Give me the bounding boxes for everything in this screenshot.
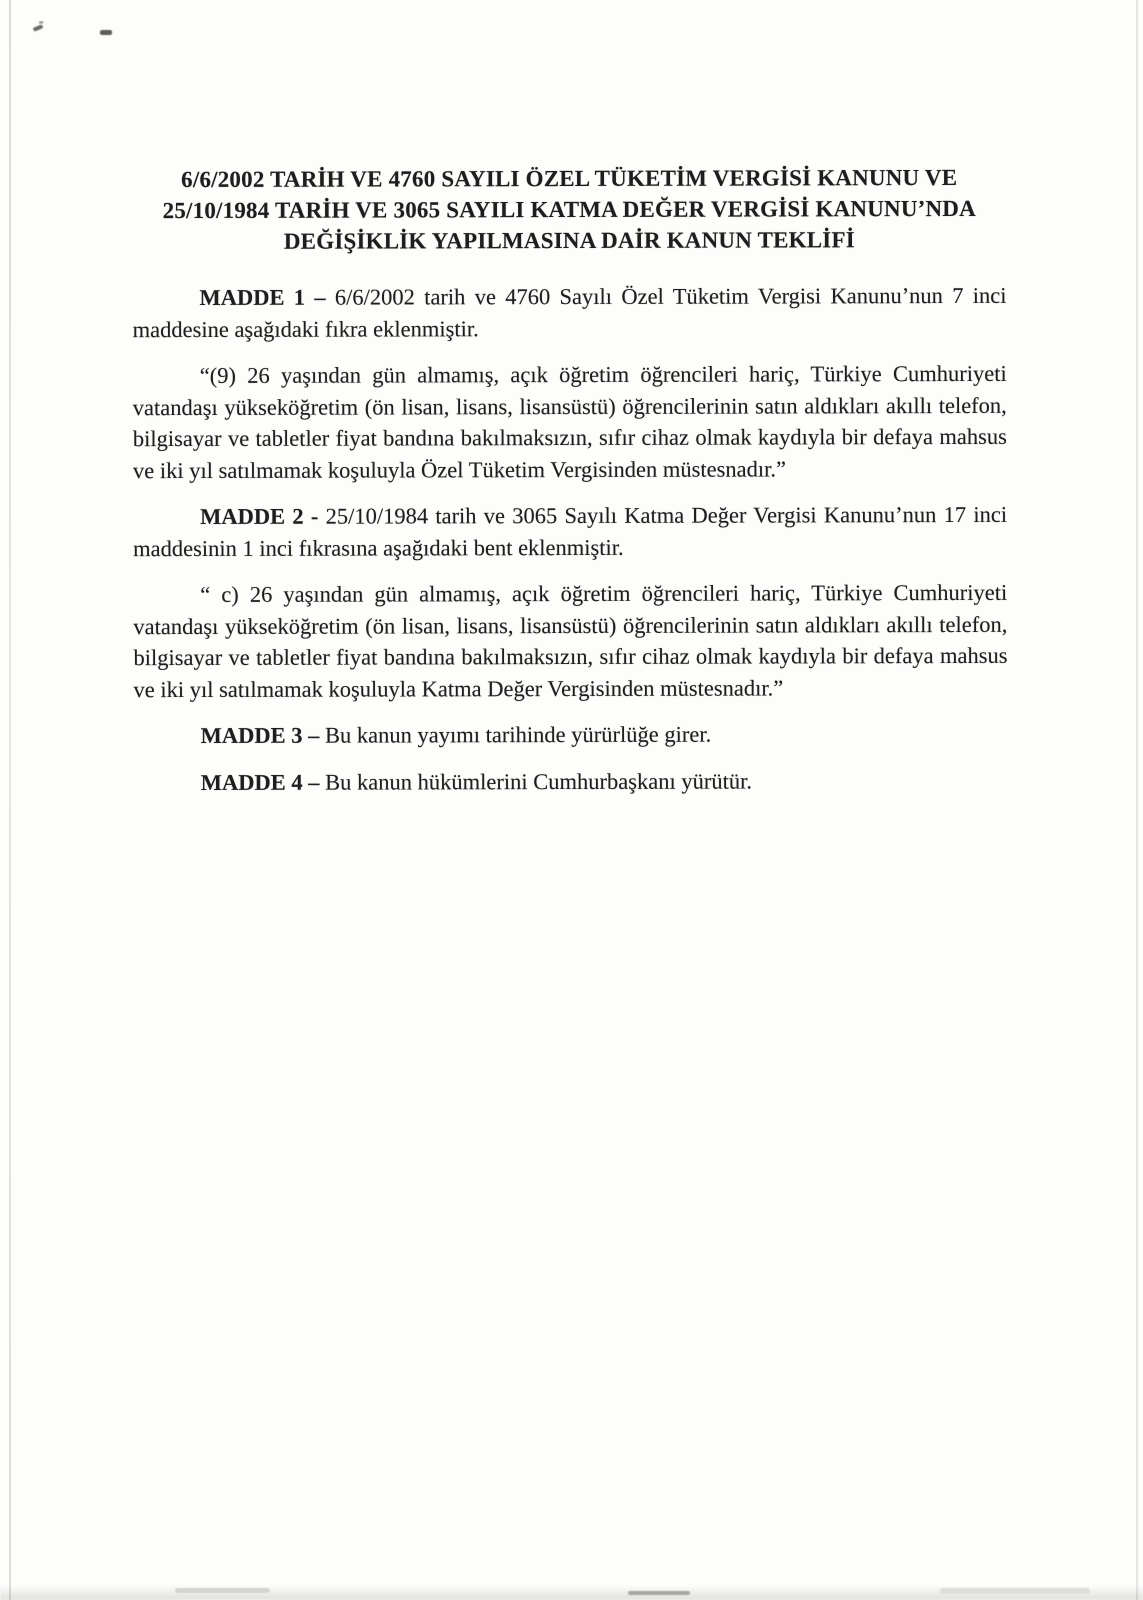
article-3-label: MADDE 3 – xyxy=(200,722,326,748)
ink-speck xyxy=(100,30,112,35)
article-2-text: 25/10/1984 tarih ve 3065 Sayılı Katma Değer Vergisi Kanunu’nun 17 inci maddesinin 1 inci fıkrasına aşağıdaki bent eklenmiştir. xyxy=(133,501,1008,561)
quoted-clause-9-paragraph xyxy=(133,358,1007,486)
scan-smudge xyxy=(628,1591,690,1595)
article-1-paragraph xyxy=(132,280,1006,345)
quoted-clause-c-text: “ c) 26 yaşından gün almamış, açık öğretim öğrencileri hariç, Türkiye Cumhuriyeti vatandaşı yükseköğretim (ön lisan, lisans, lisansüstü) öğrencilerinin satın aldıkları akıllı telefon, bilgisayar ve tabletler fiyat bandına bakılmaksızın, sıfır cihaz olmak kaydıyla bir defaya mahsus ve iki yıl satılmamak koşuluyla Katma Değer Vergisinden müstesnadır.” xyxy=(133,579,1008,702)
article-2-paragraph xyxy=(133,499,1007,564)
article-2-label: MADDE 2 - xyxy=(200,503,326,529)
title-line-2: 25/10/1984 TARİH VE 3065 SAYILI KATMA DEĞER VERGİSİ KANUNU’NDA xyxy=(162,195,976,224)
scan-smudge xyxy=(940,1588,1090,1594)
scan-edge-left xyxy=(9,0,11,1600)
ink-speck xyxy=(33,24,44,31)
article-4-label: MADDE 4 – xyxy=(200,769,326,795)
quoted-clause-9-text: “(9) 26 yaşından gün almamış, açık öğretim öğrencileri hariç, Türkiye Cumhuriyeti vatandaşı yükseköğretim (ön lisan, lisans, lisansüstü) öğrencilerinin satın aldıkları akıllı telefon, bilgisayar ve tabletler fiyat bandına bakılmaksızın, sıfır cihaz olmak kaydıyla bir defaya mahsus ve iki yıl satılmamak koşuluyla Özel Tüketim Vergisinden müstesnadır.” xyxy=(132,360,1007,483)
article-1-label: MADDE 1 – xyxy=(199,284,335,310)
scan-edge-right xyxy=(1136,0,1138,1600)
article-4-text: Bu kanun hükümlerini Cumhurbaşkanı yürütür. xyxy=(325,768,753,795)
article-4-paragraph xyxy=(134,764,1008,798)
article-1-text: 6/6/2002 tarih ve 4760 Sayılı Özel Tüketim Vergisi Kanunu’nun 7 inci maddesine aşağıdaki fıkra eklenmiştir. xyxy=(132,282,1007,342)
article-3-paragraph xyxy=(134,718,1008,752)
article-3-text: Bu kanun yayımı tarihinde yürürlüğe girer. xyxy=(324,721,712,748)
title-line-1: 6/6/2002 TARİH VE 4760 SAYILI ÖZEL TÜKETİM VERGİSİ KANUNU VE xyxy=(181,164,958,193)
document-title xyxy=(132,162,1006,257)
document-content xyxy=(132,162,1008,813)
scan-smudge xyxy=(175,1588,270,1593)
quoted-clause-c-paragraph xyxy=(133,577,1007,705)
title-line-3: DEĞİŞİKLİK YAPILMASINA DAİR KANUN TEKLİFİ xyxy=(283,227,855,254)
